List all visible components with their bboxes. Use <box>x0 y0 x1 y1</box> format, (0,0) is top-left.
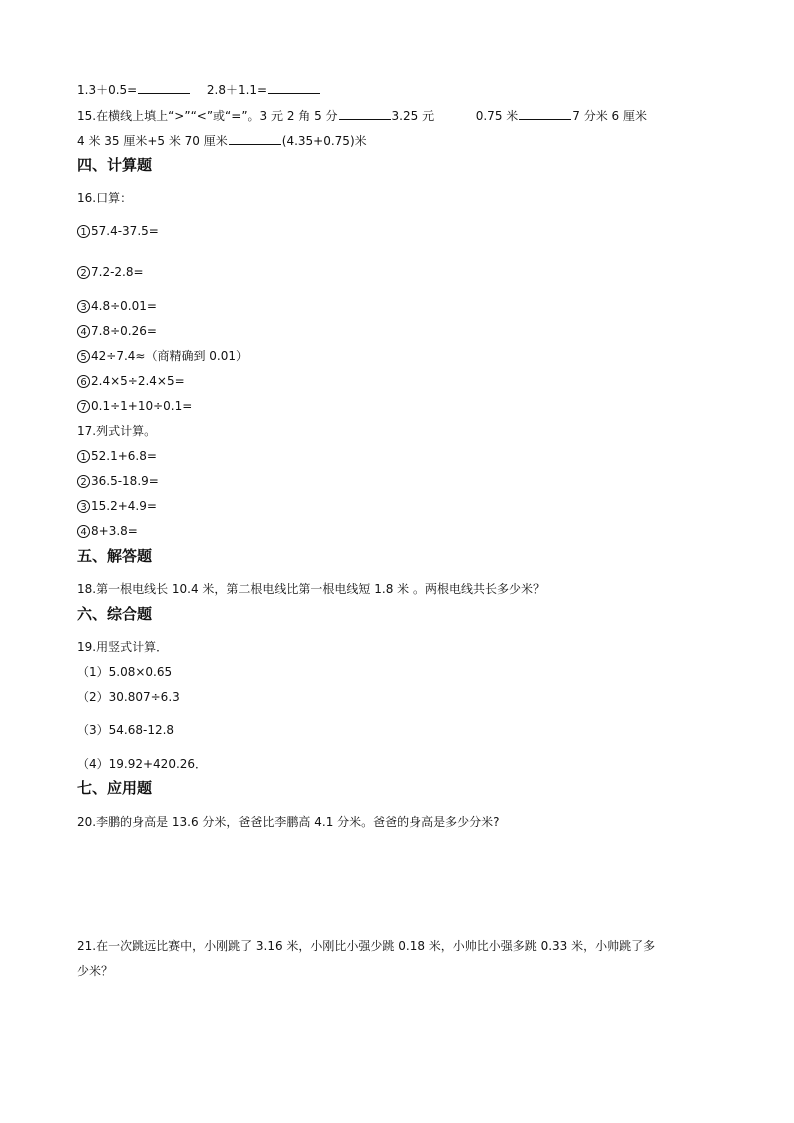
section-heading-4: 四、计算题 <box>77 156 153 174</box>
q15-b-left: 0.75 米 <box>475 109 519 123</box>
q16-item <box>77 348 248 364</box>
section-heading-6: 六、综合题 <box>77 605 153 623</box>
circled-number: 1 <box>77 225 90 238</box>
q16-item <box>77 373 185 389</box>
q17-item <box>77 448 157 464</box>
q15-b-right: 7 分米 6 厘米 <box>572 109 647 123</box>
circled-number: 3 <box>77 500 90 513</box>
answer-blank[interactable] <box>138 81 190 94</box>
circled-number: 5 <box>77 350 90 363</box>
q16-item-text: 7.8÷0.26= <box>91 324 157 338</box>
q17-item <box>77 473 159 489</box>
q14-b: 2.8＋1.1= <box>206 83 268 97</box>
q17-item-text: 52.1+6.8= <box>91 449 157 463</box>
q16-item <box>77 398 192 414</box>
q16-item-text: 7.2-2.8= <box>91 265 144 279</box>
q16-item-text: 57.4-37.5= <box>91 224 159 238</box>
circled-number: 4 <box>77 325 90 338</box>
q16-item <box>77 323 157 339</box>
q17-item <box>77 523 138 539</box>
q16-title: 16.口算： <box>77 191 133 205</box>
answer-blank[interactable] <box>519 107 571 120</box>
section-heading-5: 五、解答题 <box>77 547 153 565</box>
circled-number: 6 <box>77 375 90 388</box>
q15-line-1 <box>77 107 647 124</box>
q21-line-1: 21.在一次跳远比赛中，小刚跳了 3.16 米，小刚比小强少跳 0.18 米，小帅比小强多跳 0.33 米，小帅跳了多 <box>77 939 656 953</box>
q15-line-2 <box>77 132 367 149</box>
circled-number: 7 <box>77 400 90 413</box>
q16-item-text: 4.8÷0.01= <box>91 299 157 313</box>
q15-c-left: 4 米 35 厘米+5 米 70 厘米 <box>77 134 228 148</box>
q19-item: （1）5.08×0.65 <box>77 665 173 679</box>
q17-item-text: 15.2+4.9= <box>91 499 157 513</box>
circled-number: 3 <box>77 300 90 313</box>
q15-c-right: (4.35+0.75)米 <box>281 134 367 148</box>
q16-item-text: 2.4×5÷2.4×5= <box>91 374 185 388</box>
q14-a: 1.3＋0.5= <box>77 83 138 97</box>
circled-number: 4 <box>77 525 90 538</box>
q15-a-right: 3.25 元 <box>391 109 435 123</box>
q16-item <box>77 264 144 280</box>
q16-item <box>77 298 157 314</box>
q17-item-text: 8+3.8= <box>91 524 138 538</box>
circled-number: 2 <box>77 266 90 279</box>
q15-intro: 15.在横线上填上“>”“<”或“=”。3 元 2 角 5 分 <box>77 109 338 123</box>
q16-item <box>77 223 159 239</box>
answer-blank[interactable] <box>339 107 391 120</box>
q17-item-text: 36.5-18.9= <box>91 474 159 488</box>
q14-line <box>77 81 321 98</box>
circled-number: 1 <box>77 450 90 463</box>
section-heading-7: 七、应用题 <box>77 779 153 797</box>
q20-text: 20.李鹏的身高是 13.6 分米，爸爸比李鹏高 4.1 分米。爸爸的身高是多少分米? <box>77 815 500 829</box>
q16-item-text: 42÷7.4≈（商精确到 0.01） <box>91 349 248 363</box>
q19-item: （2）30.807÷6.3 <box>77 690 180 704</box>
q19-title: 19.用竖式计算． <box>77 640 169 654</box>
q19-item: （3）54.68-12.8 <box>77 723 175 737</box>
q17-title: 17.列式计算。 <box>77 424 157 438</box>
q18-text: 18.第一根电线长 10.4 米，第二根电线比第一根电线短 1.8 米 。两根电线共长多少米？ <box>77 582 545 596</box>
circled-number: 2 <box>77 475 90 488</box>
answer-blank[interactable] <box>268 81 320 94</box>
q19-item: （4）19.92+420.26． <box>77 757 208 771</box>
answer-blank[interactable] <box>229 132 281 145</box>
q16-item-text: 0.1÷1+10÷0.1= <box>91 399 193 413</box>
q17-item <box>77 498 157 514</box>
q21-line-2: 少米？ <box>77 964 114 978</box>
